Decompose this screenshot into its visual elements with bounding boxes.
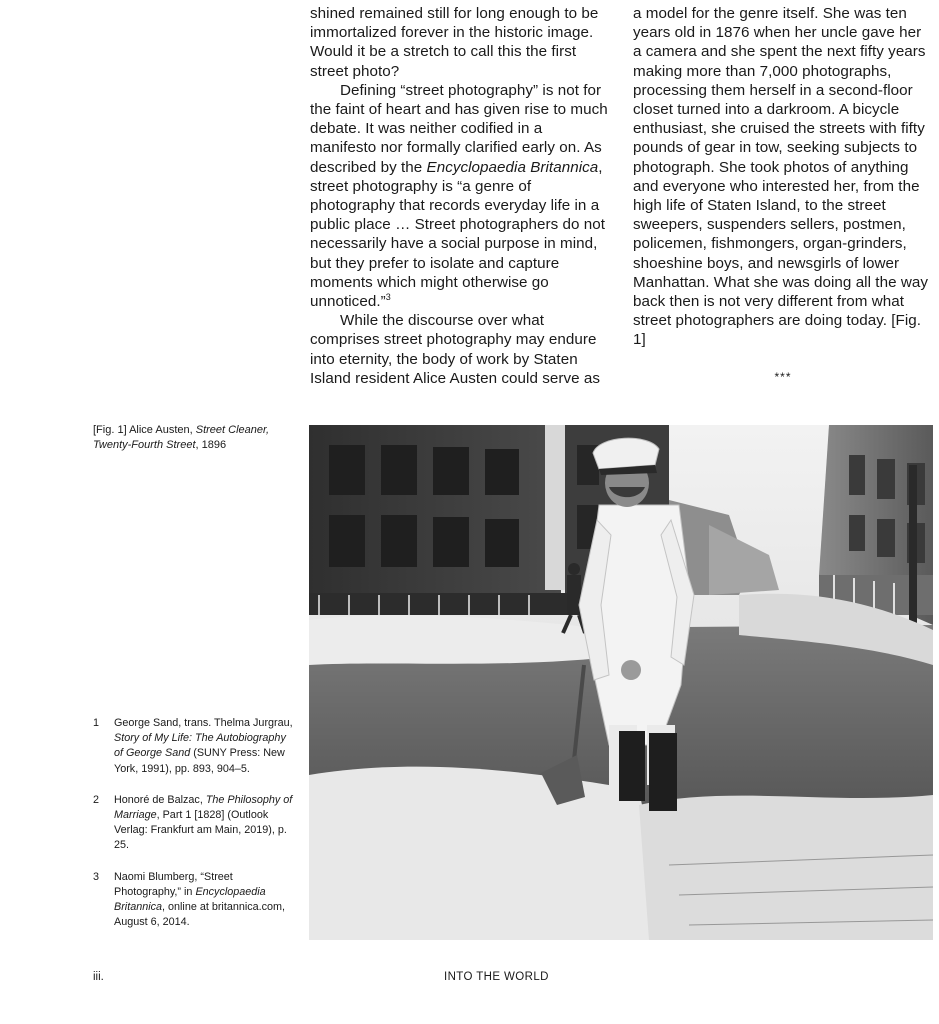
- figure-caption: [93, 423, 293, 453]
- italic-text: Story of My Life: The Autobiography of George Sand: [114, 732, 286, 760]
- text-run: Naomi Blumberg, “Street Photography,” in: [114, 870, 233, 898]
- text-run: , street photography is “a genre of photography that records everyday life in a public place … Street photographers do not necessarily have a social purpose in mind, but they prefer to isolate and capture moments which might otherwise go unnoticed.”: [310, 158, 606, 311]
- footnote-2: [93, 793, 293, 854]
- section-break: ***: [774, 370, 792, 384]
- footnote-1: [93, 716, 293, 777]
- footnote-number: 2: [93, 793, 100, 806]
- italic-text: Encyclopaedia Britannica: [114, 885, 266, 914]
- footnote-text: [114, 794, 292, 852]
- body-column-left: [310, 4, 612, 388]
- paragraph: [310, 81, 612, 311]
- text-run: Honoré de Balzac,: [114, 793, 206, 806]
- footnote-reference: 3: [385, 291, 391, 302]
- italic-text: The Philosophy of Marriage: [114, 793, 293, 822]
- footnote-text: [114, 717, 293, 775]
- text-run: While the discourse over what comprises street photography may endure into eternity, the body of work by Staten Island resident Alice Austen could serve as: [310, 312, 601, 387]
- text-run: , Part 1 [1828] (Outlook Verlag: Frankfurt am Main, 2019), p. 25.: [114, 809, 287, 852]
- footnote-text: [114, 871, 285, 929]
- text-run: Defining “street photography” is not for the faint of heart and has given rise to much debate. It was neither codified in a manifesto nor formally clarified early on. As described by the: [310, 81, 608, 176]
- footnote-3: [93, 870, 293, 931]
- street-cleaner-photograph: [309, 425, 933, 940]
- paragraph: [310, 311, 612, 388]
- text-run: , 1896: [195, 439, 227, 451]
- footnote-number: 1: [93, 717, 100, 729]
- paragraph: [633, 4, 933, 350]
- footnotes: [93, 716, 293, 946]
- text-run: shined remained still for long enough to be immortalized forever in the historic image. Would it be a stretch to call this the first street photo?: [310, 5, 599, 80]
- page-number: iii.: [93, 971, 104, 983]
- italic-text: Street Cleaner, Twenty-Fourth Street: [93, 424, 270, 451]
- paragraph: [310, 4, 612, 81]
- text-run: , online at britannica.com, August 6, 2014.: [114, 901, 286, 929]
- text-run: George Sand, trans. Thelma Jurgrau,: [114, 717, 293, 729]
- text-run: [Fig. 1] Alice Austen,: [93, 424, 196, 436]
- body-column-right: [633, 4, 933, 350]
- text-run: (SUNY Press: New York, 1991), pp. 893, 904–5.: [114, 747, 285, 775]
- text-run: a model for the genre itself. She was ten years old in 1876 when her uncle gave her a camera and she spent the next fifty years making more than 7,000 photographs, processing them herself in a second-floor closet turned into a darkroom. A bicycle enthusiast, she cruised the streets with fifty pounds of gear in tow, seeking subjects to photograph. She took photos of anything and everyone who interested her, from the high life of Staten Island, to the street sweepers, suspenders sellers, postmen, policemen, fishmongers, organ-grinders, shoeshine boys, and newsgirls of lower Manhattan. What she was doing all the way back then is not very different from what street photographers are doing today. [Fig. 1]: [633, 5, 928, 349]
- italic-text: Encyclopaedia Britannica: [426, 158, 599, 176]
- running-footer: INTO THE WORLD: [444, 971, 549, 983]
- footnote-number: 3: [93, 870, 100, 883]
